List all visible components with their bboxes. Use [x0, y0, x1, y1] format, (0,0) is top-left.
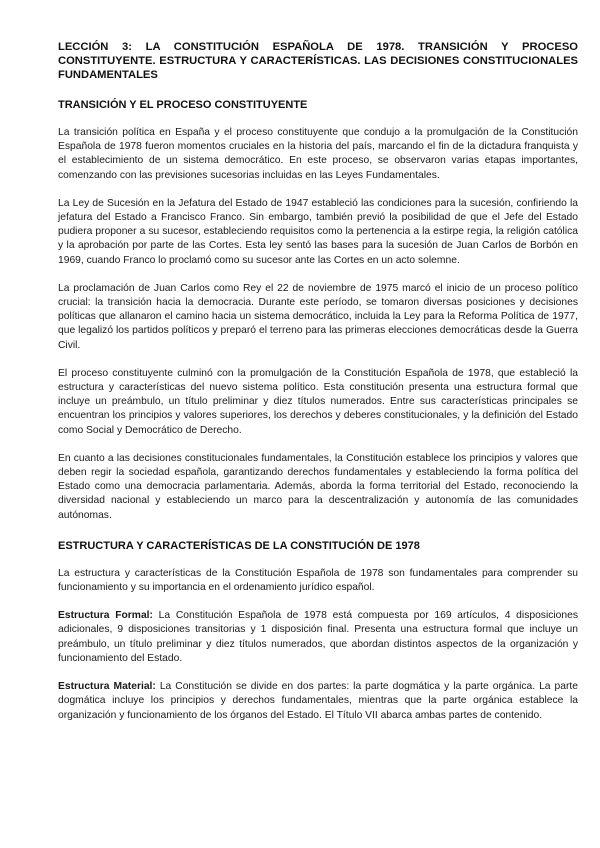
paragraph: La proclamación de Juan Carlos como Rey el 22 de noviembre de 1975 marcó el inicio de un proceso político crucial: la transición hacia la democracia. Durante este período, se tomaron diversas posiciones y decisiones políticas que allanaron el camino hacia un sistema democrático, incluida la Ley para la Reforma Política de 1977, que legalizó los partidos políticos y preparó el terreno para las primeras elecciones democráticas desde la Guerra Civil. — [58, 282, 578, 351]
section-heading-estructura: ESTRUCTURA Y CARACTERÍSTICAS DE LA CONSTITUCIÓN DE 1978 — [58, 539, 420, 552]
term-label: Estructura Formal: — [58, 610, 153, 622]
paragraph-estructura-material — [58, 680, 578, 723]
paragraph: En cuanto a las decisiones constitucionales fundamentales, la Constitución establece los principios y valores que deben regir la sociedad española, garantizando derechos fundamentales y estableciendo la forma política del Estado como una democracia parlamentaria. Además, aborda la forma territorial del Estado, reconociendo la diversidad nacional y estableciendo un marco para la descentralización y autonomía de las comunidades autónomas. — [58, 452, 578, 521]
term-label: Estructura Material: — [58, 681, 156, 693]
term-text: La Constitución Española de 1978 está compuesta por 169 artículos, 4 disposiciones adicionales, 9 disposiciones transitorias y 1 disposición final. Presenta una estructura formal que incluye un preámbulo, un título preliminar y diez títulos numerados, que abordan distintos aspectos de la organización y funcionamiento del Estado. — [58, 610, 578, 664]
paragraph: La Ley de Sucesión en la Jefatura del Estado de 1947 estableció las condiciones para la sucesión, confiriendo la jefatura del Estado a Francisco Franco. Sin embargo, también previó la posibilidad de que el Jefe del Estado pudiera proponer a su sucesor, estableciendo requisitos como la pertenencia a la estirpe regia, la religión católica y la aprobación por parte de las Cortes. Esta ley sentó las bases para la sucesión de Juan Carlos de Borbón en 1969, cuando Franco lo proclamó como su sucesor ante las Cortes en un acto solemne. — [58, 197, 578, 266]
lesson-title: LECCIÓN 3: LA CONSTITUCIÓN ESPAÑOLA DE 1978. TRANSICIÓN Y PROCESO CONSTITUYENTE. ESTRUCTURA Y CARACTERÍSTICAS. LAS DECISIONES CONSTITUCIONALES FUNDAMENTALES — [58, 41, 578, 81]
section-heading-transicion: TRANSICIÓN Y EL PROCESO CONSTITUYENTE — [58, 99, 308, 111]
paragraph: La transición política en España y el proceso constituyente que condujo a la promulgación de la Constitución Española de 1978 fueron momentos cruciales en la historia del país, marcando el fin de la dictadura franquista y el establecimiento de un sistema democrático. En este proceso, se observaron varias etapas importantes, comenzando con las previsiones sucesorias incluidas en las Leyes Fundamentales. — [58, 127, 578, 181]
paragraph: El proceso constituyente culminó con la promulgación de la Constitución Española de 1978, que estableció la estructura y características del nuevo sistema político. Esta constitución presenta una estructura formal que incluye un preámbulo, un título preliminar y diez títulos numerados. Entre sus características principales se encuentran los principios y valores superiores, los derechos y deberes constitucionales, y la definición del Estado como Social y Democrático de Derecho. — [58, 367, 578, 436]
document-body — [58, 40, 578, 723]
paragraph: La estructura y características de la Constitución Española de 1978 son fundamentales para comprender su funcionamiento y su importancia en el ordenamiento jurídico español. — [58, 567, 578, 594]
paragraph-estructura-formal — [58, 609, 578, 666]
term-text: La Constitución se divide en dos partes: la parte dogmática y la parte orgánica. La parte dogmática incluye los principios y derechos fundamentales, mientras que la parte orgánica establece la organización y funcionamiento de los órganos del Estado. El Título VII abarca ambas partes de contenido. — [58, 681, 578, 721]
